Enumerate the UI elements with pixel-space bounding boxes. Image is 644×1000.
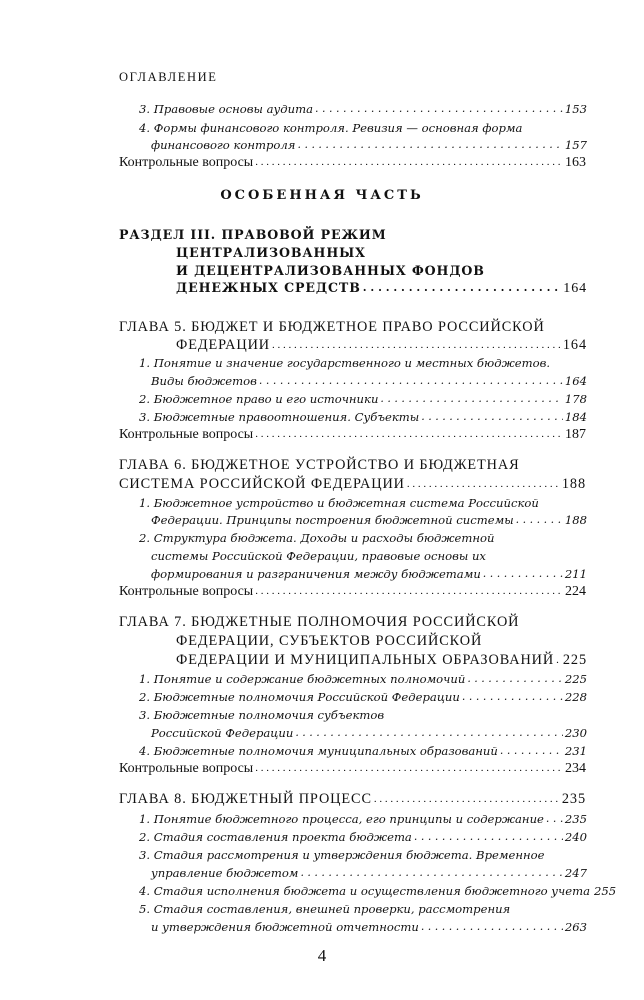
chapter-heading-entry [176, 336, 587, 354]
toc-entry-page: 164 [562, 337, 587, 353]
toc-entry [139, 670, 587, 688]
leader-dots [374, 789, 560, 803]
toc-entry-title: Контрольные вопросы [119, 427, 254, 442]
part-title: ОСОБЕННАЯ ЧАСТЬ [220, 188, 424, 203]
leader-dots [380, 389, 562, 403]
toc-entry-page: 263 [564, 920, 587, 934]
toc-entry-title: 4. Стадия исполнения бюджета и осуществления бюджетного учета [139, 884, 590, 898]
toc-entry [151, 372, 587, 390]
leader-dots [421, 917, 563, 931]
leader-dots [407, 474, 560, 488]
leader-dots [546, 809, 563, 823]
leader-dots [255, 759, 563, 773]
leader-dots [315, 99, 563, 113]
section-heading-line: И ДЕЦЕНТРАЛИЗОВАННЫХ ФОНДОВ [176, 263, 485, 278]
toc-entry-page: 164 [564, 374, 587, 388]
chapter-heading-line: ГЛАВА 7. БЮДЖЕТНЫЕ ПОЛНОМОЧИЯ РОССИЙСКОЙ [119, 614, 520, 630]
leader-dots [255, 425, 563, 439]
toc-entry-title: формирования и разграничения между бюджетами [151, 567, 481, 581]
toc-entry-page: 211 [564, 567, 587, 581]
toc-entry-page: 157 [564, 138, 587, 152]
toc-entry [139, 742, 587, 760]
leader-dots [414, 827, 563, 841]
toc-entry-page: 231 [564, 744, 587, 758]
section-heading-entry [176, 279, 587, 297]
toc-entry [139, 390, 587, 408]
toc-entry-title: 4. Бюджетные полномочия муниципальных образований [139, 744, 498, 758]
leader-dots [363, 278, 562, 292]
toc-entry-page: 230 [564, 726, 587, 740]
leader-dots [516, 510, 563, 524]
chapter-heading-entry [119, 475, 586, 493]
toc-entry-page: 184 [564, 410, 587, 424]
toc-entry-title: ГЛАВА 8. БЮДЖЕТНЫЙ ПРОЦЕСС [119, 791, 372, 807]
toc-entry-page: 225 [562, 652, 587, 668]
toc-entry-title-line: 5. Стадия составления, внешней проверки, рассмотрения [139, 902, 511, 916]
toc-entry-title-line: 3. Бюджетные полномочия субъектов [139, 708, 385, 722]
leader-dots [556, 650, 561, 664]
toc-entry-title: Федерации. Принципы построения бюджетной системы [151, 513, 514, 527]
toc-entry-title: 2. Бюджетные полномочия Российской Федерации [139, 690, 460, 704]
running-head: ОГЛАВЛЕНИЕ [119, 70, 218, 84]
toc-control-questions [119, 760, 586, 778]
toc-entry-title-line: 2. Структура бюджета. Доходы и расходы бюджетной [139, 531, 495, 545]
toc-entry [151, 918, 587, 936]
toc-entry-page: 235 [561, 791, 586, 807]
toc-entry [151, 864, 587, 882]
toc-entry-page: 234 [565, 761, 586, 776]
toc-entry-page: 178 [564, 392, 587, 406]
leader-dots [295, 723, 563, 737]
toc-entry-title: СИСТЕМА РОССИЙСКОЙ ФЕДЕРАЦИИ [119, 476, 405, 492]
toc-entry-page: 187 [565, 427, 586, 442]
toc-entry-page: 255 [594, 884, 617, 898]
toc-entry [139, 882, 617, 900]
toc-entry-title: ДЕНЕЖНЫХ СРЕДСТВ [176, 280, 361, 295]
leader-dots [300, 863, 562, 877]
toc-entry-page: 228 [564, 690, 587, 704]
toc-entry [139, 408, 587, 426]
toc-entry-title-line: 3. Стадия рассмотрения и утверждения бюджета. Временное [139, 848, 545, 862]
toc-entry [151, 511, 587, 529]
leader-dots [462, 687, 563, 701]
toc-entry-title: 2. Бюджетное право и его источники [139, 392, 379, 406]
toc-entry-title-line: системы Российской Федерации, правовые основы их [151, 549, 486, 563]
toc-entry-title: финансового контроля [151, 138, 296, 152]
chapter-heading-line: ГЛАВА 6. БЮДЖЕТНОЕ УСТРОЙСТВО И БЮДЖЕТНАЯ [119, 457, 520, 473]
toc-entry-page: 224 [565, 584, 586, 599]
toc-entry-title-line: 4. Формы финансового контроля. Ревизия — основная форма [139, 121, 523, 135]
toc-entry [151, 136, 587, 154]
toc-entry-title: ФЕДЕРАЦИИ [176, 337, 271, 353]
toc-entry-title: ФЕДЕРАЦИИ И МУНИЦИПАЛЬНЫХ ОБРАЗОВАНИЙ [176, 652, 555, 668]
toc-entry-page: 163 [565, 155, 586, 170]
toc-control-questions [119, 426, 586, 444]
leader-dots [255, 153, 563, 167]
chapter-heading-line: ГЛАВА 5. БЮДЖЕТ И БЮДЖЕТНОЕ ПРАВО РОССИЙСКОЙ [119, 319, 545, 335]
chapter-heading-entry [176, 651, 587, 669]
toc-entry-page: 225 [564, 672, 587, 686]
toc-entry [139, 688, 587, 706]
chapter-heading-entry [119, 790, 586, 808]
leader-dots [259, 371, 563, 385]
toc-entry-page: 164 [563, 281, 587, 296]
leader-dots [467, 669, 563, 683]
toc-entry-page: 188 [564, 513, 587, 527]
leader-dots [272, 335, 561, 349]
toc-entry-title-line: 1. Понятие и значение государственного и местных бюджетов. [139, 356, 551, 370]
toc-entry-title: управление бюджетом [151, 866, 299, 880]
toc-entry-title: Контрольные вопросы [119, 155, 254, 170]
page-number: 4 [317, 946, 327, 965]
toc-entry [139, 828, 587, 846]
toc-entry-title: 3. Правовые основы аудита [139, 102, 313, 116]
chapter-heading-line: ФЕДЕРАЦИИ, СУБЪЕКТОВ РОССИЙСКОЙ [176, 633, 483, 649]
toc-control-questions [119, 154, 586, 172]
section-heading-line: ЦЕНТРАЛИЗОВАННЫХ [176, 245, 366, 260]
leader-dots [255, 582, 563, 596]
toc-entry-title: Контрольные вопросы [119, 584, 254, 599]
toc-entry [151, 724, 587, 742]
leader-dots [500, 741, 563, 755]
toc-entry-title: и утверждения бюджетной отчетности [151, 920, 419, 934]
section-heading-line: РАЗДЕЛ III. ПРАВОВОЙ РЕЖИМ [119, 227, 387, 242]
toc-entry-title: 1. Понятие и содержание бюджетных полномочий [139, 672, 466, 686]
toc-entry [139, 100, 587, 118]
toc-control-questions [119, 583, 586, 601]
toc-entry-title: 3. Бюджетные правоотношения. Субъекты [139, 410, 420, 424]
toc-entry-page: 240 [564, 830, 587, 844]
toc-entry-page: 188 [561, 476, 586, 492]
toc-entry-page: 235 [564, 812, 587, 826]
leader-dots [421, 407, 563, 421]
leader-dots [483, 564, 563, 578]
toc-entry [151, 565, 587, 583]
toc-entry-title: Российской Федерации [151, 726, 294, 740]
leader-dots [297, 135, 562, 149]
toc-entry-page: 247 [564, 866, 587, 880]
toc-entry-title: 1. Понятие бюджетного процесса, его принципы и содержание [139, 812, 544, 826]
toc-entry [139, 810, 587, 828]
toc-entry-title: 2. Стадия составления проекта бюджета [139, 830, 412, 844]
toc-entry-page: 153 [564, 102, 587, 116]
toc-entry-title-line: 1. Бюджетное устройство и бюджетная система Российской [139, 496, 539, 510]
toc-entry-title: Контрольные вопросы [119, 761, 254, 776]
toc-entry-title: Виды бюджетов [151, 374, 257, 388]
